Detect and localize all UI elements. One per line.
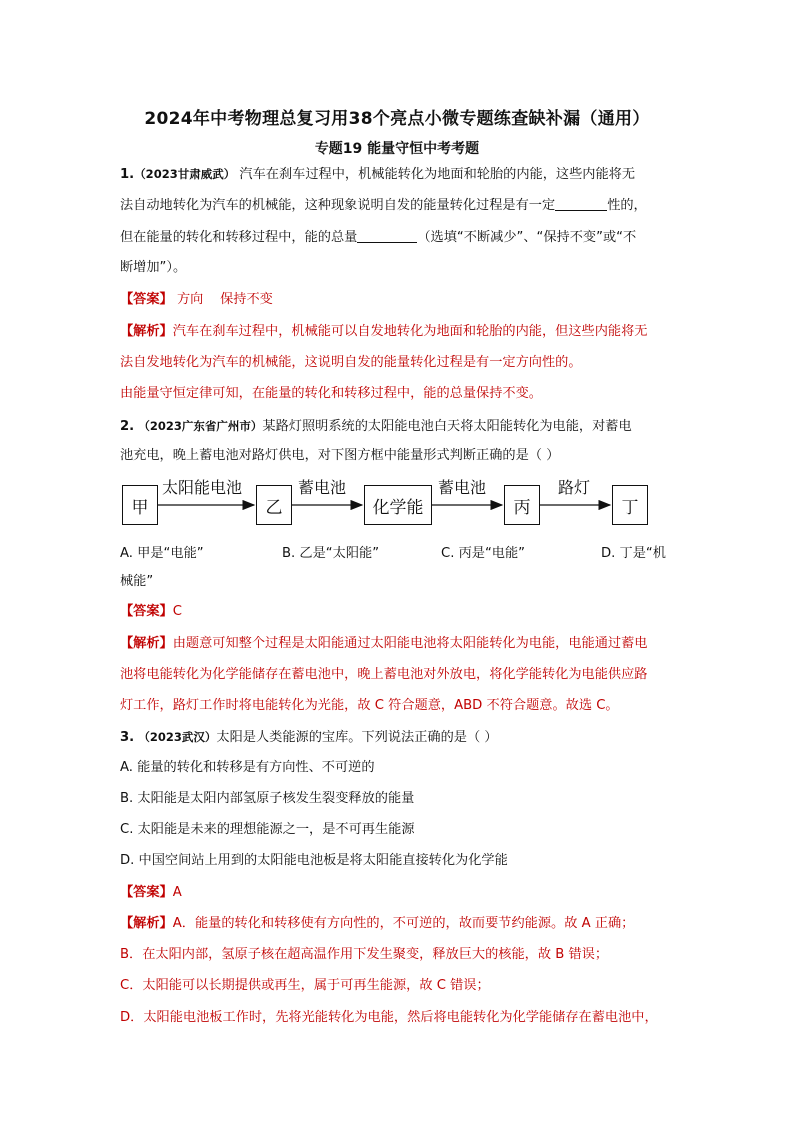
q1-source: （2023甘肃威武） (134, 167, 236, 181)
q1-text-1: 汽车在刹车过程中，机械能转化为地面和轮胎的内能，这些内能将无 (239, 167, 636, 182)
document-subtitle: 专题19 能量守恒中考考题 (314, 141, 480, 157)
q2-analysis-label: 【解析】 (120, 636, 173, 651)
diagram-label-battery-1: 蓄电池 (298, 478, 347, 497)
q2-option-d: D. 丁是“机 (601, 546, 666, 561)
q1-text-2a: 法自动地转化为汽车的机械能，这种现象说明自发的能量转化过程是有一定 (120, 198, 556, 213)
q1-analysis-text-1: 汽车在刹车过程中，机械能可以自发地转化为地面和轮胎的内能，但这些内能将无 (172, 324, 648, 339)
q1-text-3b: （选填“不断减少”、“保持不变”或“不 (417, 230, 637, 245)
q3-source: （2023武汉） (138, 730, 217, 744)
q3-stem (120, 727, 680, 748)
q3-answer (120, 883, 680, 903)
diagram-label-street-lamp: 路灯 (558, 478, 591, 497)
q1-line-4: 断增加”）。 (120, 260, 187, 275)
q2-answer-text: C (172, 604, 182, 619)
q1-answer-text: 方向 保持不变 (176, 292, 273, 307)
diagram-label-solar-cell: 太阳能电池 (162, 478, 243, 497)
document-title: 2024年中考物理总复习用38个亮点小微专题练查缺补漏（通用） (144, 109, 650, 129)
q1-answer-label: 【答案】 (120, 292, 173, 307)
q2-analysis-3: 灯工作，路灯工作时将电能转化为光能，故 C 符合题意，ABD 不符合题意。故选 C。 (120, 698, 619, 713)
q2-analysis-2: 池将电能转化为化学能储存在蓄电池中，晚上蓄电池对外放电，将化学能转化为电能供应路 (120, 667, 648, 682)
q3-answer-label: 【答案】 (120, 885, 173, 900)
q1-analysis-2: 法自发地转化为汽车的机械能，这说明自发的能量转化过程是有一定方向性的。 (120, 355, 582, 370)
q2-answer (120, 602, 680, 622)
q3-number: 3. (120, 730, 135, 745)
q1-text-2b: 性的， (607, 198, 647, 213)
diagram-box-bing: 丙 (504, 485, 540, 525)
q2-line-2: 池充电，晚上蓄电池对路灯供电，对下图方框中能量形式判断正确的是（ ） (120, 448, 560, 463)
q3-option-a: A. 能量的转化和转移是有方向性、不可逆的 (120, 760, 375, 775)
q3-option-d: D. 中国空间站上用到的太阳能电池板是将太阳能直接转化为化学能 (120, 853, 508, 868)
q1-text-3a: 但在能量的转化和转移过程中，能的总量 (120, 230, 358, 245)
q3-option-c: C. 太阳能是未来的理想能源之一，是不可再生能源 (120, 822, 415, 837)
q3-analysis-label: 【解析】 (120, 916, 173, 931)
diagram-box-ding: 丁 (612, 485, 648, 525)
q2-option-d-cont: 械能” (120, 574, 154, 589)
diagram-label-battery-2: 蓄电池 (438, 478, 487, 497)
q2-option-c: C. 丙是“电能” (441, 546, 526, 561)
q3-analysis-b: B．在太阳内部，氢原子核在超高温作用下发生聚变，释放巨大的核能，故 B 错误； (120, 947, 609, 962)
q2-number: 2. (120, 419, 135, 434)
q3-answer-text: A (172, 885, 182, 900)
q3-option-b: B. 太阳能是太阳内部氢原子核发生裂变释放的能量 (120, 791, 415, 806)
q2-source: （2023广东省广州市） (138, 419, 263, 433)
q2-analysis-1 (120, 634, 680, 654)
q3-stem-text: 太阳是人类能源的宝库。下列说法正确的是（ ） (216, 730, 498, 745)
diagram-box-chemical-energy: 化学能 (364, 485, 432, 525)
q3-analysis-a (120, 914, 680, 934)
q3-analysis-d: D．太阳能电池板工作时，先将光能转化为电能，然后将电能转化为化学能储存在蓄电池中， (120, 1010, 658, 1025)
q1-analysis-3: 由能量守恒定律可知，在能量的转化和转移过程中，能的总量保持不变。 (120, 386, 542, 401)
q2-text-1: 某路灯照明系统的太阳能电池白天将太阳能转化为电能，对蓄电 (262, 419, 632, 434)
diagram-box-jia: 甲 (122, 485, 158, 525)
q1-number: 1. (120, 167, 135, 182)
q2-answer-label: 【答案】 (120, 604, 173, 619)
q2-option-a: A. 甲是“电能” (120, 546, 204, 561)
q2-option-b: B. 乙是“太阳能” (282, 546, 380, 561)
diagram-box-yi: 乙 (256, 485, 292, 525)
q2-analysis-text-1: 由题意可知整个过程是太阳能通过太阳能电池将太阳能转化为电能，电能通过蓄电 (172, 636, 648, 651)
q1-analysis-label: 【解析】 (120, 324, 173, 339)
q3-analysis-text-a: A．能量的转化和转移使有方向性的，不可逆的，故而要节约能源。故 A 正确； (172, 916, 635, 931)
q3-analysis-c: C．太阳能可以长期提供或再生，属于可再生能源，故 C 错误； (120, 978, 490, 993)
